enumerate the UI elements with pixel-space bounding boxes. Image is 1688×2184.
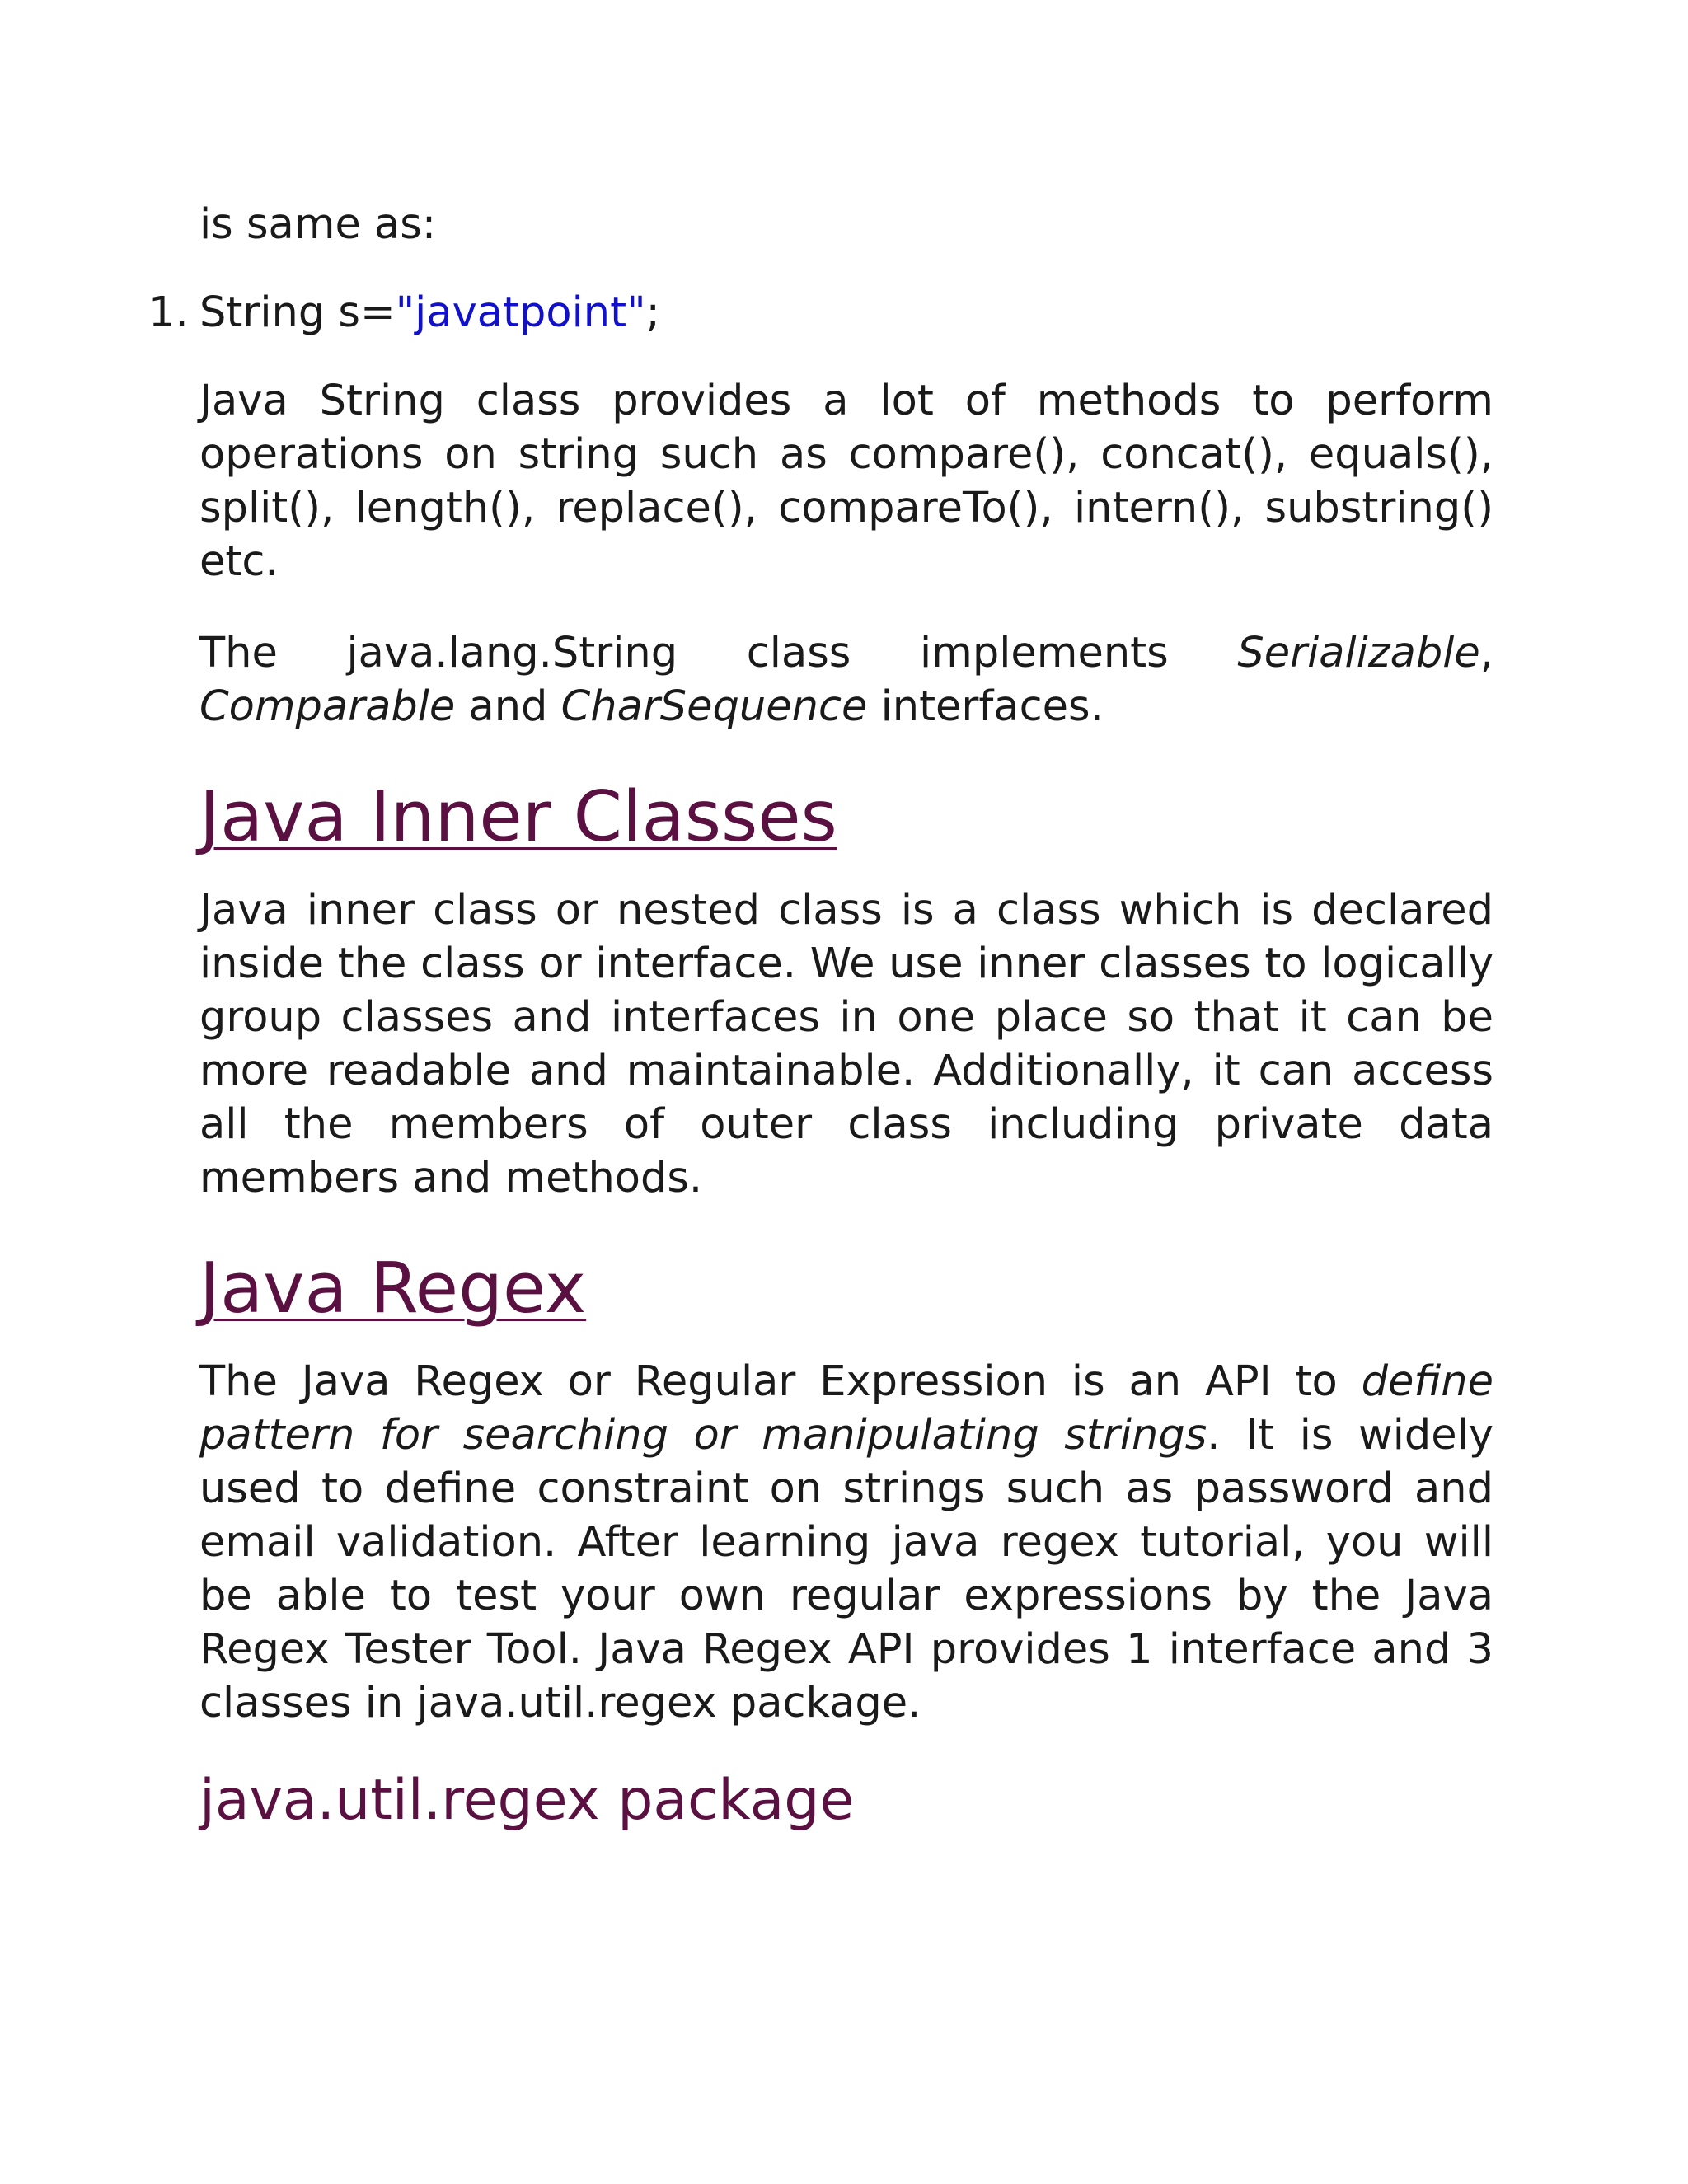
regex-heading-link[interactable]: Java Regex: [199, 1248, 587, 1329]
inner-classes-heading-link[interactable]: Java Inner Classes: [199, 776, 837, 858]
code-example: [148, 286, 1493, 340]
string-implements-text-1: The java.lang.String class implements: [199, 629, 1238, 677]
code-line-number: 1.: [148, 288, 189, 337]
string-methods-body: class provides a lot of methods to perform operations on string such as compare(), concat(), equals(), split(), length(), replace(), compareTo(), intern(), substring() etc.: [199, 377, 1493, 586]
regex-package-heading: java.util.regex package: [199, 1768, 855, 1833]
inner-class-lead: Java inner class: [199, 886, 537, 935]
string-methods-lead: Java String: [199, 377, 445, 425]
code-prefix: String s=: [199, 288, 396, 337]
regex-text-2: . It is widely used to define constraint on strings such as password and email validation. After learning java regex tutorial, you will be able to test your own regular expressions by the Java Regex Tester Tool. Java Regex API provides 1 interface and 3 classes in java.util.regex package.: [199, 1411, 1493, 1727]
string-methods-paragraph: [199, 374, 1493, 588]
document-page: [148, 198, 1493, 1834]
charsequence-term: CharSequence: [560, 682, 868, 731]
inner-class-body: or nested class is a class which is declared inside the class or interface. We use inner classes to logically group classes and interfaces in one place so that it can be more readable and maintainable. Additionally, it can access all the members of outer class including private data members and methods.: [199, 886, 1493, 1202]
regex-text-1: The Java Regex or Regular Expression is an API to: [199, 1357, 1362, 1406]
intro-text: is same as:: [199, 200, 437, 249]
string-implements-text-2: ,: [1479, 629, 1493, 677]
string-implements-text-3: and: [455, 682, 561, 731]
string-implements-paragraph: [199, 626, 1493, 733]
code-string-literal: "javatpoint": [395, 288, 646, 337]
regex-italic-definition: define pattern for searching or manipulating strings: [199, 1357, 1493, 1460]
regex-paragraph: [199, 1355, 1493, 1730]
serializable-term: Serializable: [1237, 629, 1480, 677]
string-implements-text-4: interfaces.: [867, 682, 1104, 731]
code-suffix: ;: [645, 288, 660, 337]
inner-classes-paragraph: [199, 883, 1493, 1205]
comparable-term: Comparable: [199, 682, 456, 731]
